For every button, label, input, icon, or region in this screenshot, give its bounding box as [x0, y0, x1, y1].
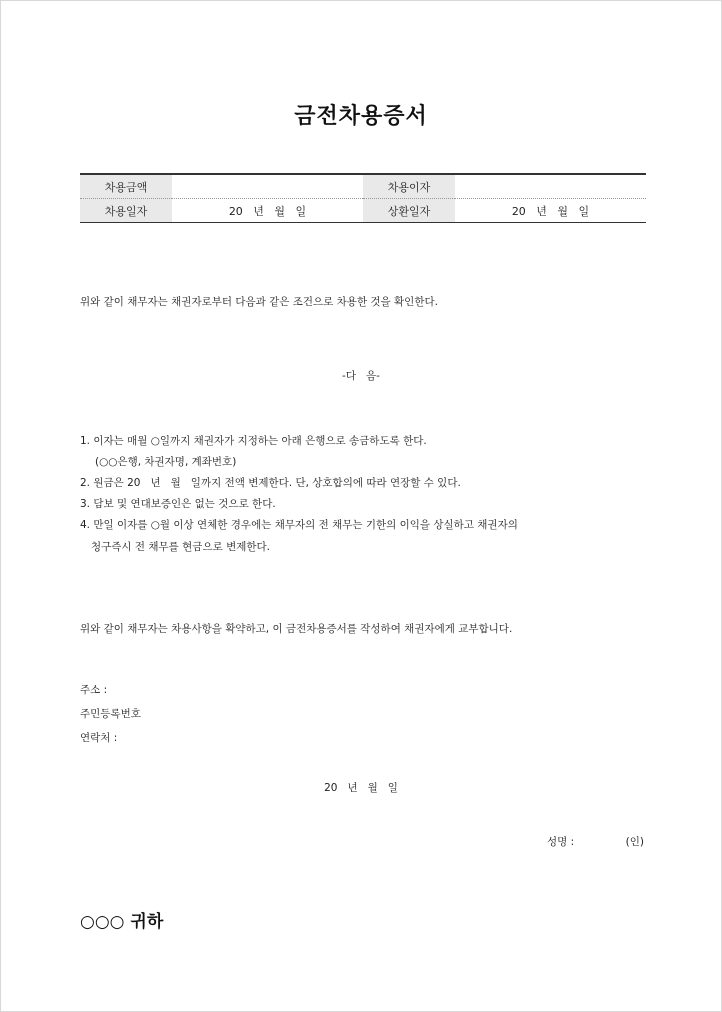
term-4: 4. 만일 이자를 ○월 이상 연체한 경우에는 채무자의 전 채무는 기한의 이익을 상실하고 채권자의: [80, 519, 518, 531]
seal-mark: (인): [625, 836, 644, 848]
repay-date-label: 상환일자: [363, 199, 455, 223]
closing-addressee: ○○○ 귀하: [80, 912, 164, 932]
document-title: 금전차용증서: [294, 104, 428, 129]
address-field: 주소 :: [80, 684, 108, 696]
borrow-amount-value: [172, 174, 363, 199]
signature-label: 성명 :: [547, 836, 575, 848]
term-2: 2. 원금은 20 년 월 일까지 전액 변제한다. 단, 상호합의에 따라 연장할 수 있다.: [80, 477, 461, 489]
term-3: 3. 담보 및 연대보증인은 없는 것으로 한다.: [80, 498, 276, 510]
date-line: 20 년 월 일: [324, 782, 398, 794]
pledge-text: 위와 같이 채무자는 차용사항을 확약하고, 이 금전차용증서를 작성하여 채권자에게 교부합니다.: [80, 623, 513, 635]
info-row-dates: [80, 199, 646, 223]
interest-label: 차용이자: [363, 174, 455, 199]
intro-text: 위와 같이 채무자는 채권자로부터 다음과 같은 조건으로 차용한 것을 확인한다.: [80, 296, 438, 308]
contact-field: 연락처 :: [80, 732, 118, 744]
term-1: 1. 이자는 매월 ○일까지 채권자가 지정하는 아래 은행으로 송금하도록 한다.: [80, 435, 427, 447]
resident-number-field: 주민등록번호: [80, 708, 141, 720]
term-1-detail: (○○은행, 차권자명, 계좌번호): [95, 456, 237, 468]
interest-value: [455, 174, 646, 199]
info-row-amount: [80, 174, 646, 199]
borrow-amount-label: 차용금액: [80, 174, 172, 199]
borrow-date-value: 20 년 월 일: [172, 199, 363, 223]
borrow-date-label: 차용일자: [80, 199, 172, 223]
term-4-continued: 청구즉시 전 채무를 현금으로 변제한다.: [91, 541, 270, 553]
repay-date-value: 20 년 월 일: [455, 199, 646, 223]
notice-heading: -다 음-: [342, 370, 380, 382]
loan-info-table: [80, 173, 646, 223]
